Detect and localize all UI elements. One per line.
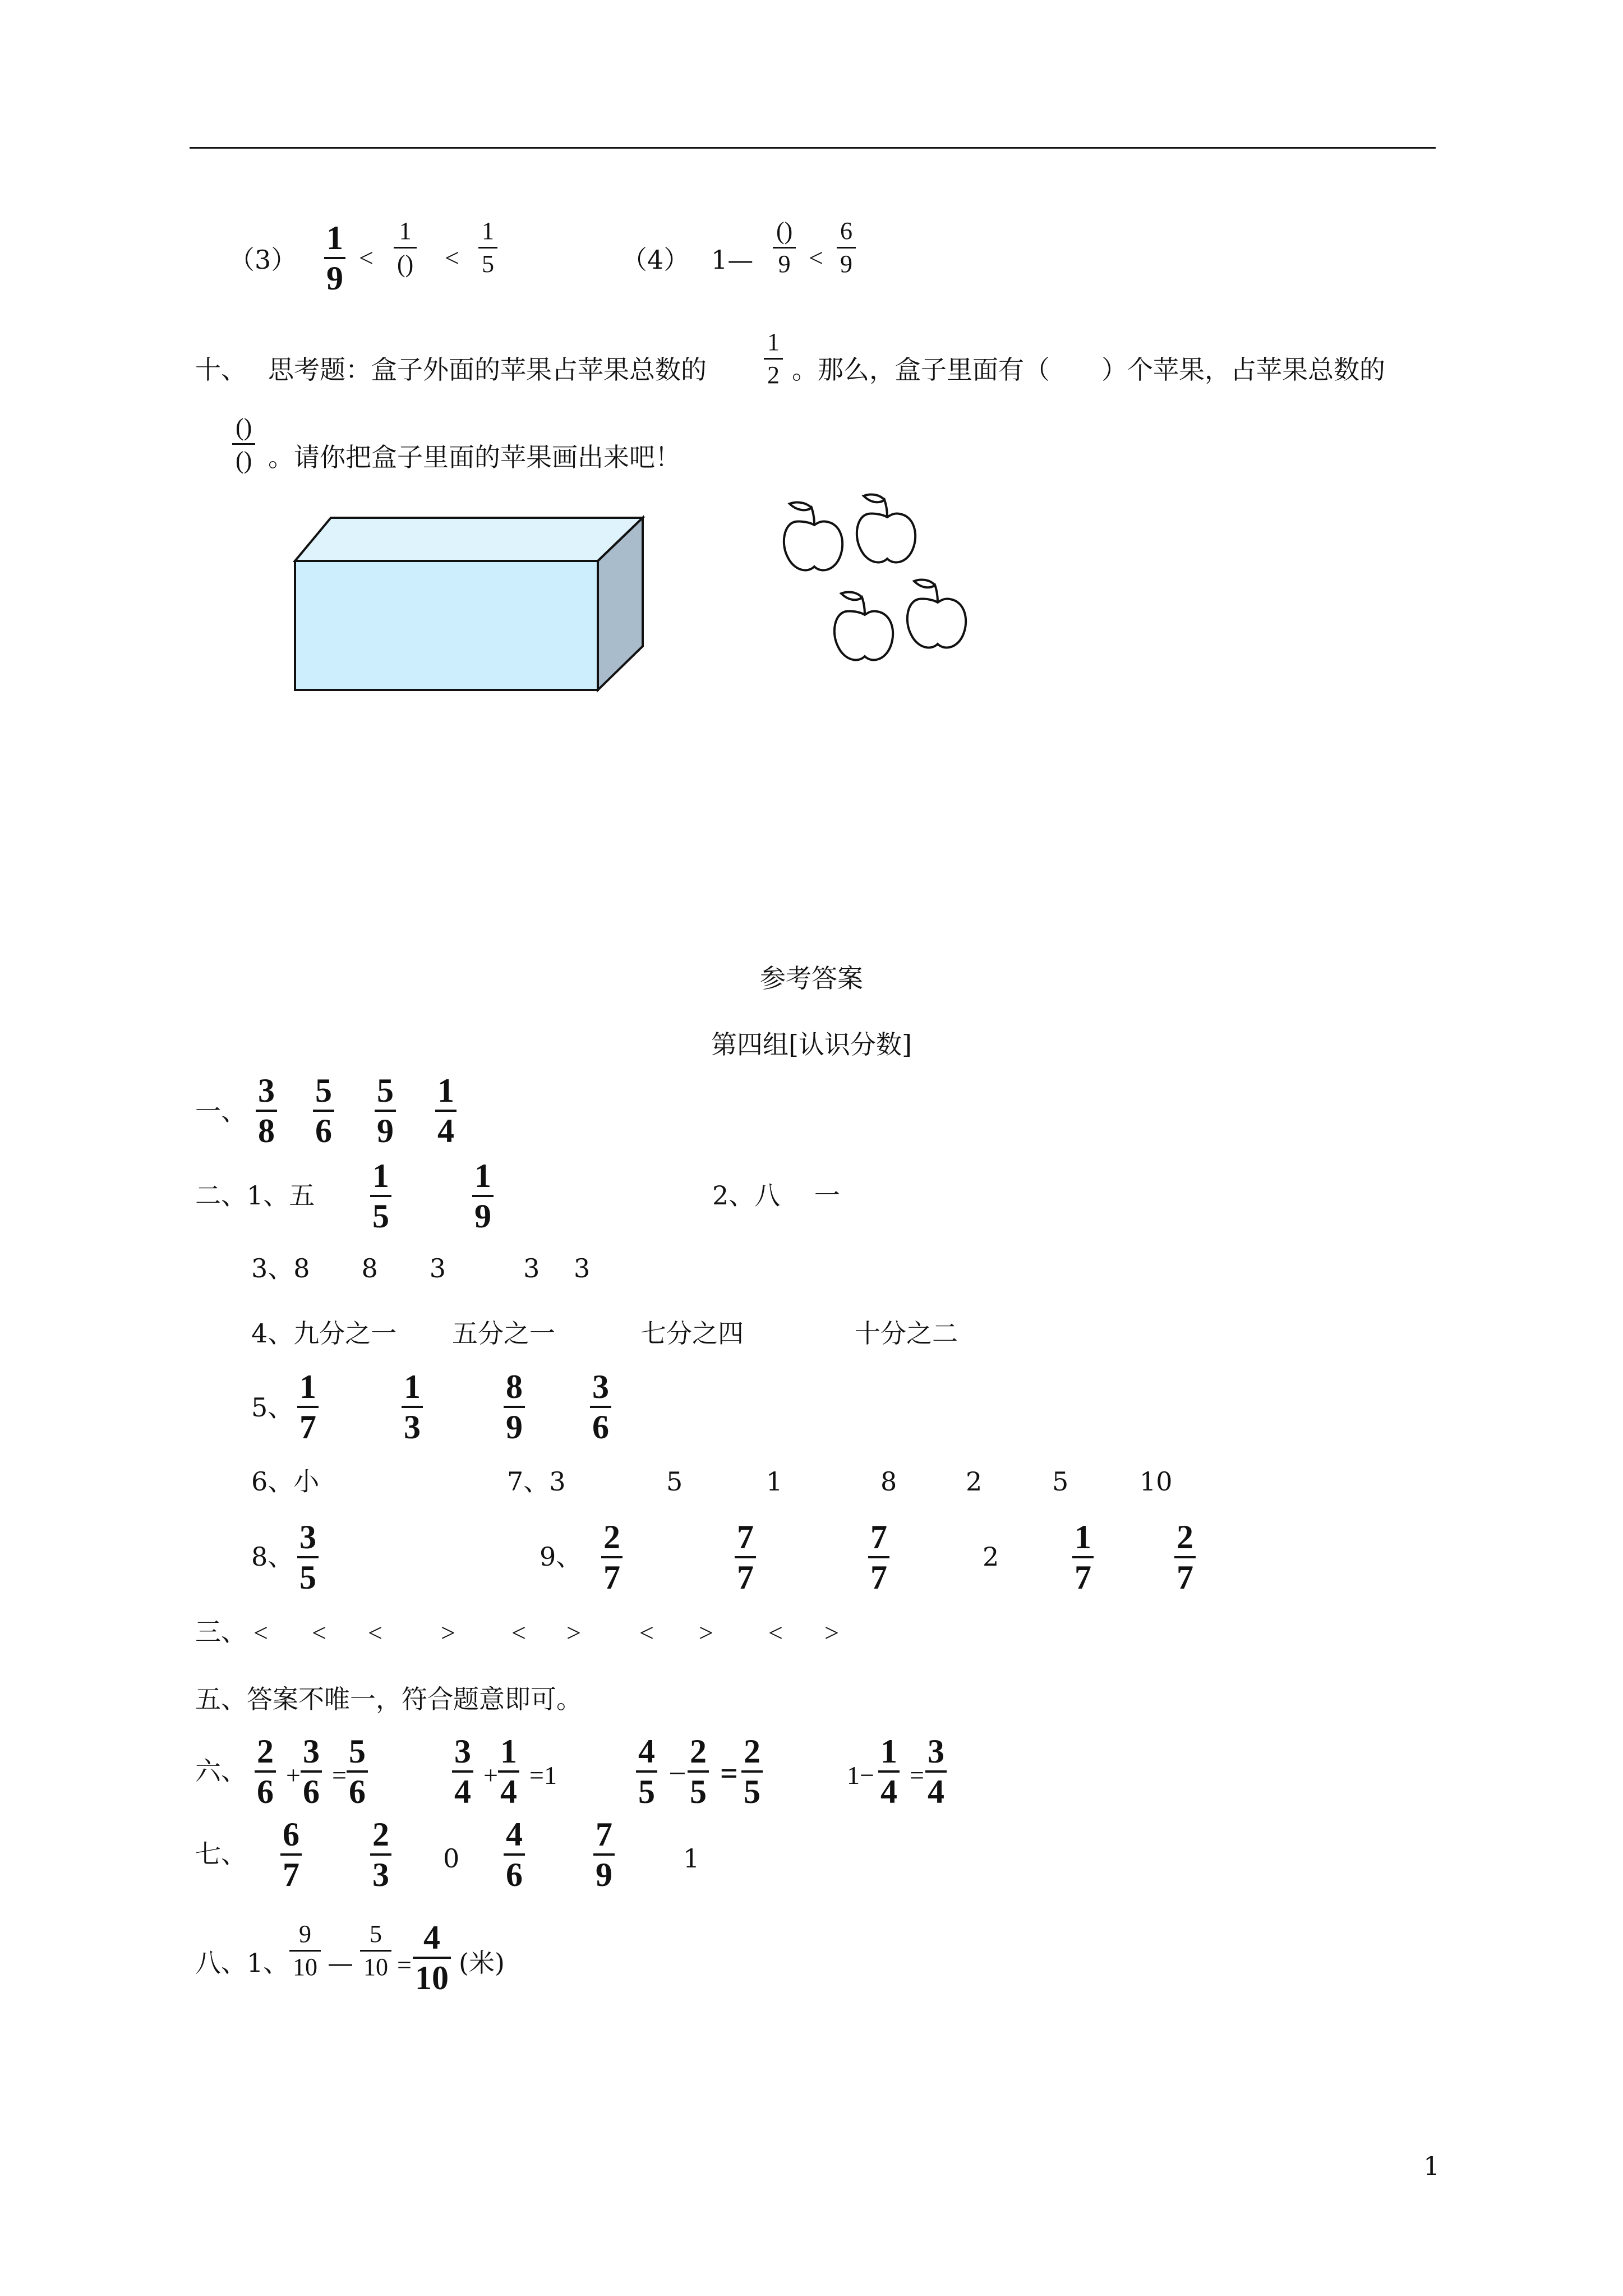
answer-2-item7: 2 [966, 1466, 983, 1497]
answer-2-frac: 1 5 [370, 1157, 391, 1235]
header-rule [190, 147, 1436, 149]
answer-7-value: 1 [683, 1843, 700, 1874]
answer-2-label: 二、1、五 [195, 1180, 315, 1211]
answer-2-item5-label: 5、 [251, 1392, 294, 1423]
answer-2-item5-frac: 3 6 [590, 1368, 611, 1446]
answer-2-item3: 3、8 8 3 3 3 [251, 1253, 591, 1283]
compare-symbol: < [768, 1618, 783, 1647]
answer-8-frac: 5 10 [360, 1918, 391, 1983]
answer-2-item9-label: 9、 [540, 1542, 582, 1572]
answer-2-item7: 5 [1052, 1466, 1069, 1497]
answer-2-item9-value: 2 [983, 1542, 999, 1572]
compare-symbol: > [441, 1618, 455, 1647]
answer-2-item7: 5 [666, 1466, 683, 1497]
compare-symbol: > [699, 1618, 713, 1647]
page-number: 1 [1423, 2151, 1440, 2181]
answer-5: 五、答案不唯一，符合题意即可。 [195, 1684, 582, 1714]
answer-2-item8-frac: 3 5 [297, 1518, 319, 1596]
answer-7-frac: 2 3 [370, 1815, 391, 1894]
q10-half-fraction: 1 2 [764, 326, 783, 391]
minus-sign: − [668, 1756, 686, 1791]
compare-symbol: > [566, 1618, 581, 1647]
answer-6-frac: 3 4 [452, 1732, 473, 1811]
answer-2-item9-frac: 1 7 [1072, 1518, 1094, 1596]
answer-7-frac: 6 7 [280, 1815, 302, 1894]
q9-p4-frac-1: () 9 [773, 215, 796, 280]
less-than-sign: < [809, 243, 823, 272]
apple-icon [857, 495, 915, 563]
answer-2-item4: 4、九分之一 [251, 1318, 397, 1349]
apple-icon [834, 592, 893, 660]
equals-sign: = [720, 1756, 738, 1791]
answer-6-label: 六、 [195, 1756, 247, 1786]
equals-sign: = [332, 1761, 347, 1789]
answer-2-item4: 五分之一 [452, 1318, 555, 1349]
answer-6-frac: 1 4 [498, 1732, 519, 1811]
answer-1-frac: 5 9 [375, 1071, 396, 1150]
apples-illustration [780, 489, 993, 691]
answers-title: 参考答案 [760, 963, 863, 993]
q10-text-a: 思考题：盒子外面的苹果占苹果总数的 [268, 355, 707, 385]
less-than-sign: < [359, 243, 374, 272]
answer-2-item5-frac: 8 9 [504, 1368, 525, 1446]
answer-6-frac: 2 6 [255, 1732, 276, 1811]
answer-2-frac: 1 9 [472, 1157, 494, 1235]
apple-icon [907, 580, 966, 648]
answer-7-value: 0 [443, 1843, 460, 1874]
answer-6-prefix: 1− [847, 1761, 874, 1789]
answer-2-item7: 1 [766, 1466, 783, 1497]
q9-p3-label: （3） [229, 245, 297, 275]
q9-p4-label: （4） [621, 245, 690, 275]
answer-2-item9-frac: 7 7 [868, 1518, 889, 1596]
compare-symbol: < [312, 1618, 326, 1647]
box-illustration [285, 509, 655, 696]
compare-symbol: > [824, 1618, 839, 1647]
answer-1-label: 一、 [195, 1096, 247, 1126]
less-than-sign: < [445, 243, 459, 272]
answer-1-frac: 5 6 [313, 1071, 334, 1150]
equals-one: =1 [529, 1761, 557, 1789]
answer-7-frac: 4 6 [504, 1815, 525, 1894]
equals-sign: = [910, 1761, 924, 1789]
answers-subtitle: 第四组[认识分数] [711, 1029, 912, 1060]
answer-8-unit: (米) [459, 1948, 505, 1978]
q10-text-b: 。那么，盒子里面有（ ）个苹果，占苹果总数的 [792, 355, 1385, 385]
answer-8-frac: 4 10 [413, 1918, 451, 1997]
q9-p3-frac-2: 1 () [394, 215, 417, 280]
answer-6-frac: 5 6 [347, 1732, 368, 1811]
answer-2-item7: 10 [1140, 1466, 1173, 1497]
apple-icon [784, 503, 842, 570]
q9-p3-frac-3: 1 5 [478, 215, 497, 280]
answer-2-item2: 2、八 一 [712, 1180, 840, 1211]
equals-sign: = [397, 1950, 412, 1979]
answer-6-frac: 3 6 [301, 1732, 322, 1811]
answer-2-item5-frac: 1 7 [297, 1368, 319, 1446]
answer-2-item9-frac: 2 7 [1174, 1518, 1196, 1596]
answer-2-item4: 十分之二 [855, 1318, 958, 1349]
answer-8-frac: 9 10 [289, 1918, 321, 1983]
answer-6-frac: 2 5 [688, 1732, 709, 1811]
answer-2-item5-frac: 1 3 [402, 1368, 423, 1446]
plus-sign: + [286, 1761, 301, 1789]
compare-symbol: < [368, 1618, 382, 1647]
q9-p4-prefix: 1— [711, 245, 754, 275]
compare-symbol: < [253, 1618, 268, 1647]
answer-1-frac: 1 4 [435, 1071, 457, 1150]
answer-6-frac: 4 5 [636, 1732, 657, 1811]
answer-6-frac: 1 4 [878, 1732, 900, 1811]
q10-number: 十、 [195, 355, 247, 385]
answer-2-item9-frac: 7 7 [735, 1518, 756, 1596]
answer-2-item8-label: 8、 [251, 1542, 294, 1572]
compare-symbol: < [639, 1618, 654, 1647]
answer-2-item9-frac: 2 7 [601, 1518, 623, 1596]
q9-p3-frac-1: 1 9 [324, 219, 345, 297]
answer-2-item7: 7、3 [507, 1466, 566, 1497]
answer-1-frac: 3 8 [256, 1071, 277, 1150]
q9-p4-frac-2: 6 9 [837, 215, 856, 280]
q10-text-c: 。请你把盒子里面的苹果画出来吧！ [268, 442, 681, 472]
minus-sign: — [328, 1948, 353, 1978]
answer-2-item4: 七分之四 [640, 1318, 744, 1349]
answer-7-label: 七、 [195, 1839, 247, 1869]
answer-3-label: 三、 [195, 1617, 247, 1647]
answer-8-label: 八、1、 [195, 1948, 289, 1978]
answer-7-frac: 7 9 [593, 1815, 615, 1894]
answer-2-item6: 6、小 [251, 1466, 320, 1497]
answer-6-frac: 2 5 [741, 1732, 763, 1811]
answer-6-frac: 3 4 [925, 1732, 947, 1811]
compare-symbol: < [511, 1618, 526, 1647]
q10-blank-fraction: () () [232, 412, 255, 476]
plus-sign: + [483, 1761, 498, 1789]
answer-2-item7: 8 [880, 1466, 897, 1497]
